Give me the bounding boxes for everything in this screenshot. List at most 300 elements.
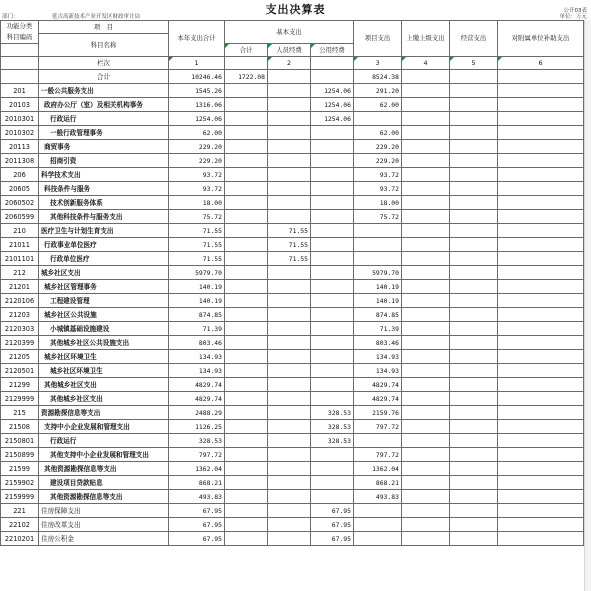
cell-operation [450,238,498,252]
cell-basic-sum [225,238,268,252]
cell-operation [450,280,498,294]
cell-name: 行政单位医疗 [39,252,169,266]
total-amount: 10246.46 [169,70,225,84]
cell-name: 其他资源勘探信息等支出 [39,490,169,504]
cell-lower [498,406,584,420]
cell-project: 134.93 [354,350,402,364]
cell-public [311,448,354,462]
cell-total: 140.19 [169,294,225,308]
table-row [1,182,584,196]
cell-project: 493.83 [354,490,402,504]
cell-name: 其他城乡社区支出 [39,378,169,392]
cell-total: 1362.04 [169,462,225,476]
cell-lower [498,84,584,98]
cell-code: 20113 [1,140,39,154]
cell-name: 其他城乡社区支出 [39,392,169,406]
page-title: 支出决算表 [265,3,326,16]
cell-upper [402,182,450,196]
cell-operation [450,98,498,112]
cell-lower [498,434,584,448]
cell-upper [402,336,450,350]
cell-public [311,280,354,294]
cell-code: 2210201 [1,532,39,546]
cell-total: 797.72 [169,448,225,462]
cell-basic-sum [225,126,268,140]
cell-project: 62.00 [354,98,402,112]
cell-code: 2150801 [1,434,39,448]
cell-project: 18.00 [354,196,402,210]
cell-lower [498,294,584,308]
cell-upper [402,518,450,532]
cell-upper [402,294,450,308]
cell-lower [498,112,584,126]
cell-project: 797.72 [354,448,402,462]
cell-code: 2120106 [1,294,39,308]
cell-upper [402,476,450,490]
header-code-blank [1,44,39,57]
cell-project: 75.72 [354,210,402,224]
table-row [1,252,584,266]
cell-personnel [268,532,311,546]
cell-personnel [268,280,311,294]
cell-basic-sum [225,112,268,126]
total-upper [402,70,450,84]
cell-public [311,182,354,196]
cell-lower [498,490,584,504]
table-row [1,406,584,420]
cell-public [311,210,354,224]
cell-name: 政府办公厅（室）及相关机构事务 [39,98,169,112]
cell-lower [498,168,584,182]
cell-operation [450,294,498,308]
cell-lower [498,182,584,196]
cell-basic-sum [225,308,268,322]
cell-lower [498,392,584,406]
cell-total: 229.20 [169,154,225,168]
cell-public [311,252,354,266]
cell-code: 21508 [1,420,39,434]
cell-personnel [268,420,311,434]
cell-upper [402,434,450,448]
cell-public [311,336,354,350]
table-row [1,490,584,504]
cell-lower [498,308,584,322]
order-num-blank-a [225,57,268,70]
cell-code: 21299 [1,378,39,392]
cell-project [354,252,402,266]
header-name: 科目名称 [39,34,169,57]
total-operation [450,70,498,84]
cell-public: 1254.06 [311,98,354,112]
cell-project: 2159.76 [354,406,402,420]
cell-operation [450,182,498,196]
table-row [1,532,584,546]
cell-lower [498,336,584,350]
cell-lower [498,448,584,462]
cell-public [311,196,354,210]
cell-public [311,294,354,308]
cell-upper [402,280,450,294]
cell-project [354,518,402,532]
cell-upper [402,308,450,322]
cell-personnel [268,112,311,126]
cell-basic-sum [225,280,268,294]
cell-personnel [268,406,311,420]
table-row [1,476,584,490]
cell-name: 一般行政管理事务 [39,126,169,140]
cell-personnel [268,182,311,196]
total-lower [498,70,584,84]
header-project: 项目支出 [354,21,402,57]
table-row [1,434,584,448]
cell-basic-sum [225,154,268,168]
cell-code: 2101101 [1,252,39,266]
cell-lower [498,504,584,518]
cell-operation [450,308,498,322]
cell-basic-sum [225,168,268,182]
cell-upper [402,364,450,378]
cell-public: 328.53 [311,406,354,420]
cell-name: 城乡社区环境卫生 [39,350,169,364]
table-row [1,280,584,294]
cell-total: 93.72 [169,182,225,196]
cell-public [311,140,354,154]
cell-code: 21205 [1,350,39,364]
cell-lower [498,350,584,364]
order-num-blank-b [311,57,354,70]
cell-personnel [268,336,311,350]
cell-name: 行政事业单位医疗 [39,238,169,252]
total-row [1,70,584,84]
cell-operation [450,350,498,364]
cell-lower [498,364,584,378]
cell-upper [402,126,450,140]
cell-personnel [268,266,311,280]
header-row-1 [1,21,584,34]
cell-total: 868.21 [169,476,225,490]
cell-project [354,504,402,518]
cell-personnel [268,84,311,98]
cell-upper [402,266,450,280]
total-label: 合计 [39,70,169,84]
table-row [1,504,584,518]
cell-code: 2159902 [1,476,39,490]
cell-name: 商贸事务 [39,140,169,154]
cell-public: 1254.06 [311,112,354,126]
cell-total: 67.95 [169,532,225,546]
cell-upper [402,448,450,462]
cell-basic-sum [225,392,268,406]
cell-lower [498,378,584,392]
cell-public [311,462,354,476]
cell-total: 71.55 [169,238,225,252]
cell-project: 71.39 [354,322,402,336]
cell-basic-sum [225,252,268,266]
table-row [1,448,584,462]
cell-operation [450,490,498,504]
cell-total: 493.83 [169,490,225,504]
cell-operation [450,168,498,182]
department-label: 部门： [2,14,19,20]
cell-project: 229.20 [354,154,402,168]
cell-name: 建设项目贷款贴息 [39,476,169,490]
cell-basic-sum [225,406,268,420]
expenditure-table [0,20,584,546]
cell-lower [498,266,584,280]
cell-personnel [268,378,311,392]
cell-name: 行政运行 [39,434,169,448]
cell-total: 67.95 [169,504,225,518]
cell-lower [498,518,584,532]
cell-operation [450,476,498,490]
cell-lower [498,476,584,490]
cell-operation [450,266,498,280]
cell-public [311,308,354,322]
cell-project: 134.93 [354,364,402,378]
form-number: 公开03表 [563,8,587,14]
table-row [1,210,584,224]
cell-basic-sum [225,490,268,504]
cell-name: 技术创新服务体系 [39,196,169,210]
cell-code: 2120399 [1,336,39,350]
cell-public: 67.95 [311,532,354,546]
table-row [1,126,584,140]
total-project: 8524.38 [354,70,402,84]
cell-upper [402,168,450,182]
cell-public: 1254.06 [311,84,354,98]
cell-project: 140.19 [354,294,402,308]
cell-total: 1254.06 [169,112,225,126]
cell-total: 75.72 [169,210,225,224]
cell-operation [450,518,498,532]
cell-personnel [268,434,311,448]
cell-basic-sum [225,504,268,518]
cell-project: 4829.74 [354,392,402,406]
header-operation: 经营支出 [450,21,498,57]
cell-basic-sum [225,518,268,532]
cell-total: 67.95 [169,518,225,532]
cell-upper [402,238,450,252]
cell-operation [450,448,498,462]
cell-operation [450,336,498,350]
cell-project [354,112,402,126]
cell-lower [498,140,584,154]
cell-name: 招商引资 [39,154,169,168]
cell-project: 874.85 [354,308,402,322]
cell-upper [402,98,450,112]
cell-code: 22102 [1,518,39,532]
unit-label: 单位：万元 [559,14,587,20]
total-public [311,70,354,84]
order-num-4: 4 [402,57,450,70]
cell-personnel [268,364,311,378]
cell-code: 2150899 [1,448,39,462]
cell-project [354,224,402,238]
cell-public [311,378,354,392]
cell-personnel [268,462,311,476]
order-num-2: 2 [268,57,311,70]
cell-basic-sum [225,420,268,434]
cell-operation [450,322,498,336]
cell-personnel [268,504,311,518]
cell-basic-sum [225,98,268,112]
cell-name: 其他科技条件与服务支出 [39,210,169,224]
cell-code: 2120501 [1,364,39,378]
cell-total: 4829.74 [169,378,225,392]
cell-operation [450,378,498,392]
cell-total: 1316.06 [169,98,225,112]
cell-name: 科技条件与服务 [39,182,169,196]
cell-basic-sum [225,532,268,546]
cell-name: 行政运行 [39,112,169,126]
cell-basic-sum [225,378,268,392]
cell-operation [450,210,498,224]
cell-operation [450,532,498,546]
cell-project [354,434,402,448]
cell-project [354,238,402,252]
cell-public: 67.95 [311,504,354,518]
cell-name: 小城镇基础设施建设 [39,322,169,336]
cell-lower [498,532,584,546]
cell-public [311,168,354,182]
cell-name: 城乡社区环境卫生 [39,364,169,378]
cell-basic-sum [225,462,268,476]
cell-upper [402,84,450,98]
cell-basic-sum [225,336,268,350]
header-item-group: 项 目 [39,21,169,34]
order-row [1,57,584,70]
cell-operation [450,392,498,406]
cell-code: 21201 [1,280,39,294]
cell-basic-sum [225,476,268,490]
cell-name: 城乡社区公共设施 [39,308,169,322]
cell-personnel [268,518,311,532]
cell-code: 215 [1,406,39,420]
cell-public: 328.53 [311,420,354,434]
cell-public [311,392,354,406]
cell-project: 93.72 [354,182,402,196]
cell-upper [402,154,450,168]
cell-upper [402,490,450,504]
table-row [1,336,584,350]
cell-operation [450,154,498,168]
cell-lower [498,238,584,252]
cell-name: 其他支持中小企业发展和管理支出 [39,448,169,462]
cell-total: 62.00 [169,126,225,140]
table-row [1,196,584,210]
cell-upper [402,462,450,476]
cell-name: 科学技术支出 [39,168,169,182]
cell-personnel: 71.55 [268,238,311,252]
vertical-scrollbar[interactable] [584,20,591,591]
cell-basic-sum [225,294,268,308]
cell-total: 18.00 [169,196,225,210]
cell-upper [402,112,450,126]
cell-basic-sum [225,224,268,238]
cell-name: 住房公积金 [39,532,169,546]
cell-operation [450,406,498,420]
cell-project: 803.46 [354,336,402,350]
cell-public [311,322,354,336]
table-row [1,112,584,126]
cell-basic-sum [225,448,268,462]
total-code [1,70,39,84]
cell-public [311,154,354,168]
table-row [1,420,584,434]
cell-total: 874.85 [169,308,225,322]
table-row [1,238,584,252]
cell-name: 其他城乡社区公共设施支出 [39,336,169,350]
table-row [1,84,584,98]
cell-basic-sum [225,266,268,280]
cell-code: 20103 [1,98,39,112]
cell-code: 206 [1,168,39,182]
cell-code: 2010301 [1,112,39,126]
cell-code: 2060502 [1,196,39,210]
cell-total: 1126.25 [169,420,225,434]
cell-lower [498,462,584,476]
cell-public [311,350,354,364]
cell-total: 4829.74 [169,392,225,406]
cell-code: 201 [1,84,39,98]
table-row [1,462,584,476]
table-row [1,350,584,364]
cell-public [311,364,354,378]
cell-personnel [268,490,311,504]
cell-public: 328.53 [311,434,354,448]
cell-public [311,266,354,280]
cell-basic-sum [225,322,268,336]
cell-name: 支持中小企业发展和管理支出 [39,420,169,434]
cell-code: 2011308 [1,154,39,168]
cell-project: 1362.04 [354,462,402,476]
cell-lower [498,420,584,434]
table-row [1,322,584,336]
cell-operation [450,252,498,266]
cell-upper [402,140,450,154]
order-label: 栏次 [39,57,169,70]
table-row [1,308,584,322]
cell-code: 2129999 [1,392,39,406]
cell-project: 797.72 [354,420,402,434]
cell-name: 其他资源勘探信息等支出 [39,462,169,476]
cell-public: 67.95 [311,518,354,532]
table-row [1,518,584,532]
cell-name: 住房保障支出 [39,504,169,518]
cell-operation [450,140,498,154]
header-basic-group: 基本支出 [225,21,354,44]
cell-total: 1545.26 [169,84,225,98]
cell-lower [498,280,584,294]
cell-public [311,224,354,238]
cell-basic-sum [225,182,268,196]
order-num-5: 5 [450,57,498,70]
cell-operation [450,420,498,434]
cell-personnel [268,322,311,336]
table-row [1,168,584,182]
cell-total: 71.39 [169,322,225,336]
cell-total: 71.55 [169,252,225,266]
cell-code: 2010302 [1,126,39,140]
cell-lower [498,196,584,210]
cell-name: 城乡社区管理事务 [39,280,169,294]
cell-upper [402,224,450,238]
cell-operation [450,112,498,126]
cell-personnel [268,140,311,154]
cell-public [311,490,354,504]
cell-lower [498,98,584,112]
cell-total: 93.72 [169,168,225,182]
